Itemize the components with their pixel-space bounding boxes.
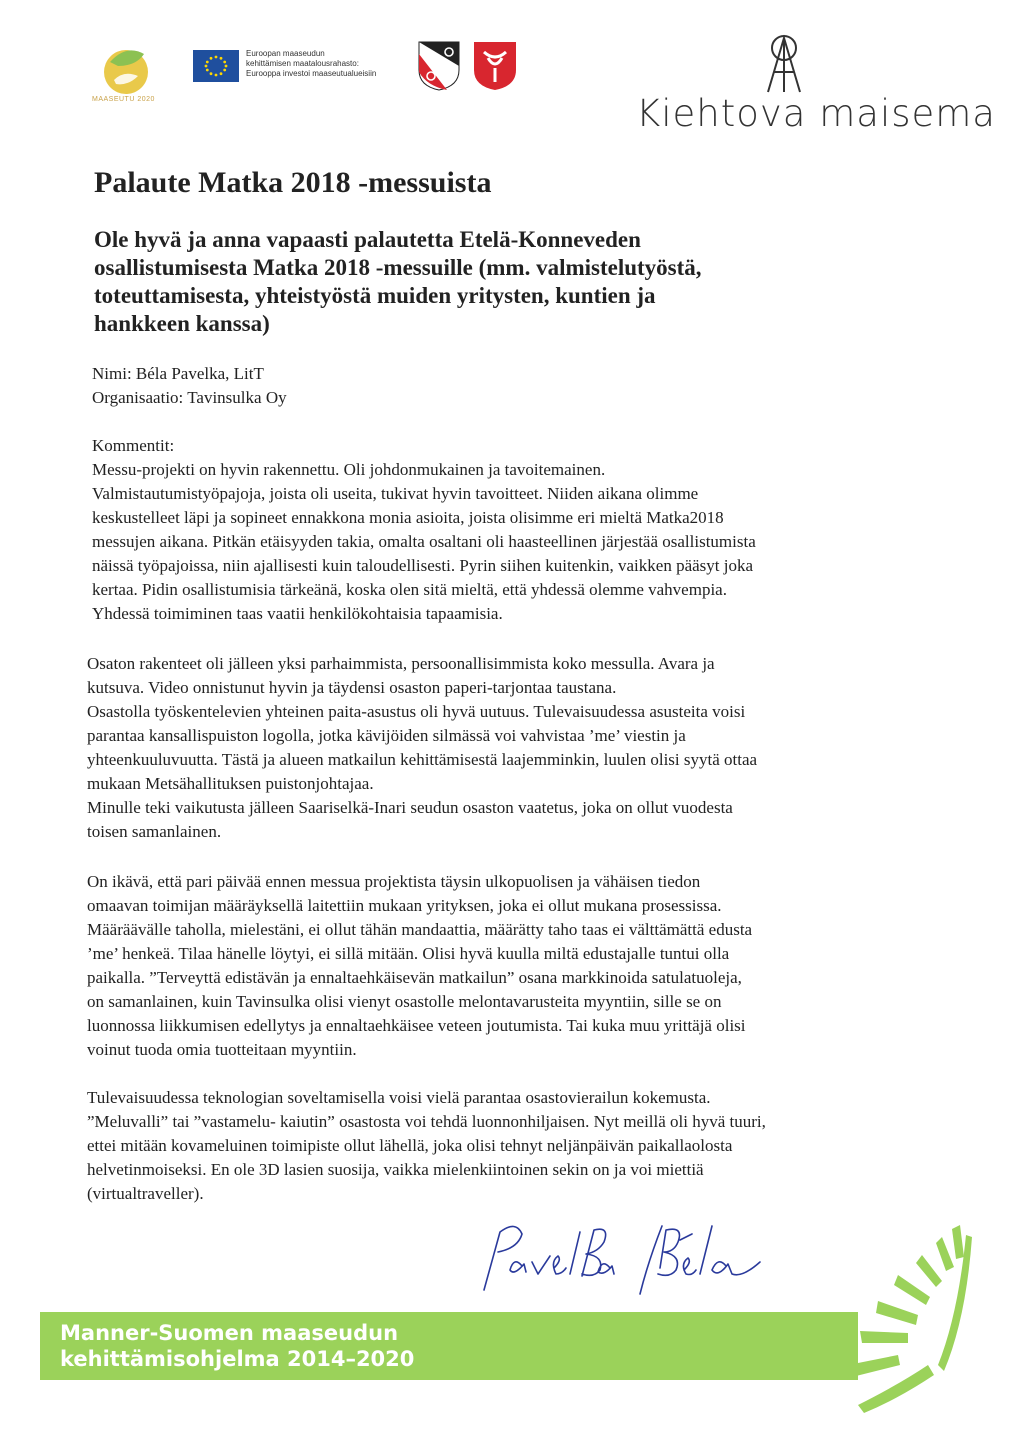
paragraph-line: Osastolla työskentelevien yhteinen paita-asustus oli hyvä uutuus. Tulevaisuudessa asusteita voisi [87,702,746,721]
paragraph-line: Messu-projekti on hyvin rakennettu. Oli johdonmukainen ja tavoitemainen. [92,460,606,479]
eu-fund-text [246,49,376,79]
paragraph-line: on samanlainen, kuin Tavinsulka olisi vienyt osastolle melontavarusteita myyntiin, sille se on [87,992,722,1011]
municipal-crest-icon [417,40,461,92]
paragraph-line: kutsuva. Video onnistunut hyvin ja täydensi osaston paperi-tarjontaa taustana. [87,678,617,697]
paragraph-line: ettei mitään kovameluinen toimipiste ollut lähellä, joka olisi tehnyt neljänpäivän paikallaolosta [87,1136,733,1155]
paragraph-line: kertaa. Pidin osallistumisia tärkeänä, koska olen sitä mieltä, että yhdessä olemme vahvempia. [92,580,727,599]
eu-flag-icon [193,50,239,82]
leader-label: MAASEUTU 2020 [92,96,155,103]
banner-line: kehittämisohjelma 2014–2020 [60,1347,415,1371]
paragraph-line: Minulle teki vaikutusta jälleen Saariselkä-Inari seudun osaston vaatetus, joka on ollut vuodesta [87,798,733,817]
paragraph-line: voinut tuoda omia tuotteitaan myyntiin. [87,1040,357,1059]
paragraph-line: (virtualtraveller). [87,1184,204,1203]
paragraph-line: Yhdessä toimiminen taas vaatii henkilökohtaisia tapaamisia. [92,604,503,623]
paragraph-line: ’me’ henkeä. Tilaa hänelle löytyi, ei sillä mitään. Olisi hyvä kuulla miltä edustajalle tuntui olla [87,944,730,963]
page-title: Palaute Matka 2018 -messuista [94,166,492,199]
paragraph-line: toisen samanlainen. [87,822,222,841]
municipal-crest-icon [472,40,518,92]
paragraph-line: omaavan toimijan määräyksellä laitettiin mukaan yrityksen, joka ei ollut mukana prosessissa. [87,896,722,915]
paragraph-line: Osaton rakenteet oli jälleen yksi parhaimmista, persoonallisimmista koko messulla. Avara ja [87,654,715,673]
paragraph-line: parantaa kansallispuiston logolla, jotka kävijöiden silmässä voi vahvistaa ’me’ viestin ja [87,726,686,745]
eu-text-line: Euroopan maaseudun [246,49,325,58]
paragraph-line: keskustelleet läpi ja sopineet ennakkona monia asioita, joista olisimme eri mieltä Matka2018 [92,508,724,527]
eu-text-line: kehittämisen maatalousrahasto: [246,59,359,68]
paragraph-line: paikalla. ”Terveyttä edistävän ja ennaltaehkäisevän matkailun” osana markkinoida satulatuoleja, [87,968,742,987]
organization-field: Organisaatio: Tavinsulka Oy [92,388,287,407]
handwritten-signature [470,1212,770,1302]
banner-line: Manner-Suomen maaseudun [60,1321,399,1345]
paragraph-line: Valmistautumistyöpajoja, joista oli useita, tukivat hyvin tavoitteet. Niiden aikana olimme [92,484,699,503]
paragraph-line: ”Meluvalli” tai ”vastamelu- kaiutin” osastosta voi tehdä luonnonhiljaisen. Nyt meillä oli hyvä tuuri, [87,1112,766,1131]
paragraph-line: näissä työpajoissa, niin ajallisesti kuin taloudellisesti. Pyrin siihen kuitenkin, vaikken pääsyt joka [92,556,754,575]
paragraph-line: helvetinmoiseksi. En ole 3D lasien suosija, vaikka mielenkiintoinen sekin on ja voi miettiä [87,1160,704,1179]
paragraph-line: On ikävä, että pari päivää ennen messua projektista täysin ulkopuolisen ja vähäisen tiedon [87,872,701,891]
paragraph-line: yhteenkuuluvuutta. Tästä ja alueen matkailun kehittämisestä laajemminkin, luulen olisi syytä ottaa [87,750,758,769]
paragraph-line: mukaan Metsähallituksen puistonjohtajaa. [87,774,374,793]
subtitle-line: toteuttamisesta, yhteistyöstä muiden yritysten, kuntien ja [94,283,656,308]
comment-paragraph [92,458,942,626]
subtitle-line: Ole hyvä ja anna vapaasti palautetta Etelä-Konneveden [94,227,641,252]
paragraph-line: Määräävälle taholla, mielestäni, ei ollut tähän mandaattia, määrätty taho taas ei välttämättä edusta [87,920,753,939]
comment-paragraph [87,870,937,1062]
comment-paragraph [87,1086,937,1206]
comments-label: Kommentit: [92,436,175,455]
comment-paragraph [87,652,937,844]
subtitle-line: osallistumisesta Matka 2018 -messuille (mm. valmistelutyöstä, [94,255,702,280]
fern-icon [838,1215,988,1415]
brand-name: Kiehtova maisema [636,92,996,135]
eu-text-line: Eurooppa investoi maaseutualueisiin [246,69,377,78]
paragraph-line: luonnossa liikkumisen edellytys ja ennaltaehkäisee veteen joutumista. Tai kuka muu yrittäjä olisi [87,1016,746,1035]
subtitle [94,226,934,338]
kiehtova-symbol-icon [760,32,808,96]
paragraph-line: Tulevaisuudessa teknologian soveltamisella voisi vielä parantaa osastovierailun kokemusta. [87,1088,711,1107]
program-banner-text [60,1320,414,1372]
paragraph-line: messujen aikana. Pitkän etäisyyden takia, omalta osaltani oli haasteellinen järjestää osallistumista [92,532,756,551]
name-field: Nimi: Béla Pavelka, LitT [92,364,264,383]
subtitle-line: hankkeen kanssa) [94,311,270,336]
